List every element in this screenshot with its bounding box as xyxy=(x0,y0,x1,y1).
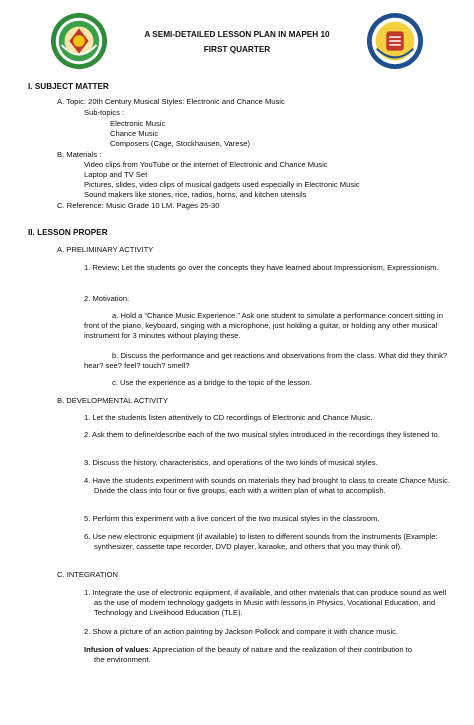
developmental-item: 6. Use new electronic equipment (if available) to listen to different sounds from the instruments (Example: synthesizer, cassette tape recorder, DVD player, karaoke, and others that you may think of). xyxy=(84,532,438,551)
subtopic-item: Electronic Music xyxy=(110,119,166,128)
motivation-item-b: b. Discuss the performance and get reactions and observations from the class. What did they think? hear? see? feel? touch? smell? xyxy=(84,351,448,370)
subtopic-item: Composers (Cage, Stockhausen, Varese) xyxy=(110,139,250,148)
infusion-of-values-text: : Appreciation of the beauty of nature and the realization of their contribution to the environment. xyxy=(94,645,412,664)
material-item: Laptop and TV Set xyxy=(84,170,148,179)
preliminary-review: 1. Review: Let the students go over the concepts they have learned about Impressionism, Expressionism. xyxy=(84,263,439,272)
developmental-item: 4. Have the students experiment with sounds on materials they had brought to class to create Chance Music. Divide the class into four or five groups, each with a written plan of what to accomplish. xyxy=(84,476,450,495)
material-item: Video clips from YouTube or the internet of Electronic and Chance Music xyxy=(84,160,328,169)
developmental-item: 5. Perform this experiment with a live concert of the two musical styles in the classroom. xyxy=(84,514,380,523)
motivation-item-a: a. Hold a “Chance Music Experience.” Ask one student to simulate a performance concert sitting in front of the piano, keyboard, singing with a microphone, just holding a guitar, or holding any other musical instrument for 3 minutes without playing these. xyxy=(84,311,443,340)
preliminary-activity-heading: A. PRELIMINARY ACTIVITY xyxy=(57,245,154,254)
topic-line: A. Topic: 20th Century Musical Styles: Electronic and Chance Music xyxy=(57,97,285,106)
subtopic-item: Chance Music xyxy=(110,129,159,138)
material-item: Sound makers like stones, rice, radios, horns, and kitchen utensils xyxy=(84,190,307,199)
developmental-activity-heading: B. DEVELOPMENTAL ACTIVITY xyxy=(57,396,168,405)
document-quarter: FIRST QUARTER xyxy=(203,45,271,54)
integration-item: 1. Integrate the use of electronic equipment, if available, and other materials that can produce sound as well as the use of modern technology gadgets in Music with lessons in Physics, Vocational Education, and Technology and Livelihood Education (TLE). xyxy=(84,588,447,617)
school-seal-icon xyxy=(50,12,108,70)
infusion-of-values-label: Infusion of values xyxy=(84,645,149,654)
integration-heading: C. INTEGRATION xyxy=(57,570,119,579)
developmental-item: 1. Let the students listen attentively to CD recordings of Electronic and Chance Music. xyxy=(84,413,373,422)
reference-line: C. Reference: Music Grade 10 LM. Pages 25-30 xyxy=(57,201,220,210)
integration-item: 2. Show a picture of an action painting by Jackson Pollock and compare it with chance music. xyxy=(84,627,399,636)
document-title: A SEMI-DETAILED LESSON PLAN IN MAPEH 10 xyxy=(144,30,330,39)
infusion-of-values xyxy=(84,645,424,665)
preliminary-motivation: 2. Motivation: xyxy=(84,294,130,303)
materials-label: B. Materials : xyxy=(57,150,102,159)
developmental-item: 3. Discuss the history, characteristics, and operations of the two kinds of musical styles. xyxy=(84,458,378,467)
developmental-item: 2. Ask them to define/describe each of the two musical styles introduced in the recordings they listened to. xyxy=(84,430,440,439)
division-seal-icon xyxy=(366,12,424,70)
section-subject-matter-heading: I. SUBJECT MATTER xyxy=(28,82,109,91)
subtopics-label: Sub-topics : xyxy=(84,108,125,117)
section-lesson-proper-heading: II. LESSON PROPER xyxy=(28,228,108,237)
motivation-item-c: c. Use the experience as a bridge to the topic of the lesson. xyxy=(112,378,312,387)
material-item: Pictures, slides, video clips of musical gadgets used especially in Electronic Music xyxy=(84,180,360,189)
